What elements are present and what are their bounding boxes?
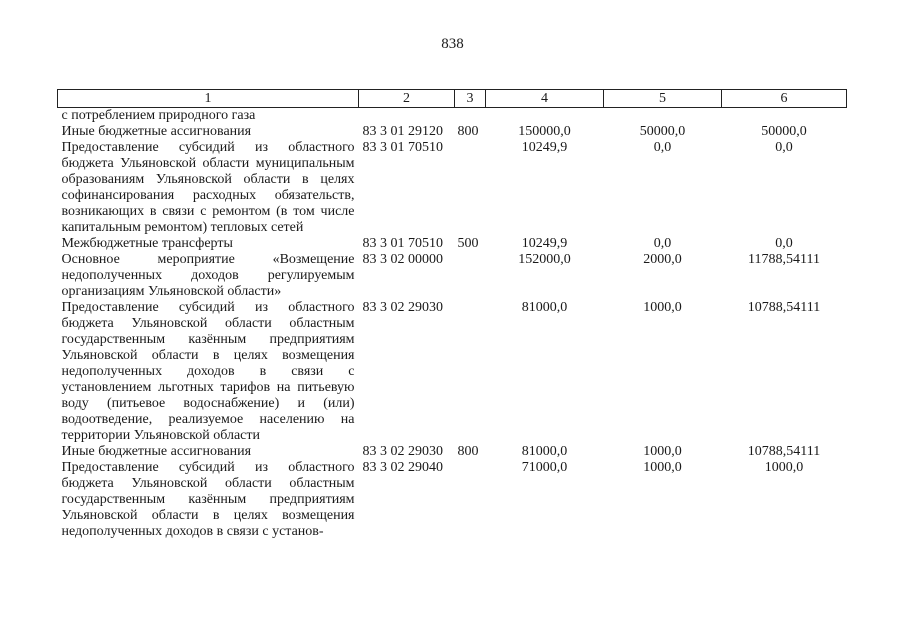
row-name: Предоставление субсидий из областного бюджета Ульяновской области муниципальным образованиям Ульяновской области в целях софинансирования расходных обязательств, возникающих в связи с ремонтом (в том числе капитальным ремонтом) тепловых сетей: [61, 140, 355, 235]
row-value-5: 1000,0: [643, 444, 682, 459]
row-expense-type: [455, 108, 486, 125]
table-row: [58, 300, 847, 444]
table-row: [58, 460, 847, 540]
page-number: 838: [441, 36, 464, 52]
row-code: 83 3 01 70510: [362, 140, 443, 155]
row-name: Иные бюджетные ассигнования: [61, 444, 252, 459]
row-value-6: [722, 108, 847, 125]
row-value-4: 81000,0: [521, 444, 568, 459]
row-value-4: 152000,0: [518, 252, 571, 267]
row-value-5: 1000,0: [643, 460, 682, 475]
column-header: 5: [604, 90, 722, 108]
table-row: [58, 444, 847, 460]
row-code: 83 3 02 29030: [362, 300, 443, 315]
row-name: с потреблением природного газа: [61, 108, 256, 123]
column-header: 3: [455, 90, 486, 108]
row-expense-type: 800: [457, 124, 479, 139]
row-expense-type: [455, 252, 486, 300]
row-name: Предоставление субсидий из областного бюджета Ульяновской области областным государственным казённым предприятиям Ульяновской области в целях возмещения недополученных доходов в связи с установ-: [61, 460, 355, 539]
row-value-6: 11788,54111: [748, 252, 820, 267]
row-name: Межбюджетные трансферты: [61, 236, 233, 251]
row-name: Предоставление субсидий из областного бюджета Ульяновской области областным государственным казённым предприятиям Ульяновской области в целях возмещения недополученных доходов в связи с установлением льготных тарифов на питьевую воду (питьевое водоснабжение) и (или) водоотведение, реализуемое населению на территории Ульяновской области: [61, 300, 355, 443]
column-header: 2: [359, 90, 455, 108]
row-code: 83 3 01 29120: [362, 124, 443, 139]
row-value-6: 10788,54111: [747, 444, 821, 459]
table-row: [58, 108, 847, 125]
row-expense-type: [455, 460, 486, 540]
row-expense-type: 800: [457, 444, 479, 459]
row-name: Иные бюджетные ассигнования: [61, 124, 252, 139]
row-value-6: 10788,54111: [747, 300, 821, 315]
row-value-4: 81000,0: [521, 300, 568, 315]
table-row: [58, 140, 847, 236]
budget-table: [57, 89, 847, 540]
row-value-5: 50000,0: [639, 124, 686, 139]
column-header: 6: [722, 90, 847, 108]
row-expense-type: [455, 300, 486, 444]
row-value-4: [486, 108, 604, 125]
row-expense-type: [455, 140, 486, 236]
row-value-4: 10249,9: [521, 140, 568, 155]
row-value-5: 0,0: [653, 140, 672, 155]
row-value-4: 150000,0: [518, 124, 571, 139]
row-value-6: 0,0: [775, 236, 793, 251]
row-expense-type: 500: [457, 236, 479, 251]
row-code: 83 3 02 29030: [362, 444, 443, 459]
row-code: [359, 108, 455, 125]
row-name: Основное мероприятие «Возмещение недополученных доходов регулируемым организациям Ульяновской области»: [61, 252, 355, 299]
row-code: 83 3 02 00000: [362, 252, 443, 267]
row-code: 83 3 02 29040: [362, 460, 443, 475]
column-header: 1: [58, 90, 359, 108]
table-row: [58, 124, 847, 140]
row-code: 83 3 01 70510: [362, 236, 443, 251]
row-value-6: 50000,0: [761, 124, 807, 139]
row-value-5: 1000,0: [643, 300, 682, 315]
row-value-5: [604, 108, 722, 125]
row-value-5: 0,0: [653, 236, 672, 251]
row-value-5: 2000,0: [643, 252, 682, 267]
column-header: 4: [486, 90, 604, 108]
row-value-6: 0,0: [775, 140, 793, 155]
table-row: [58, 236, 847, 252]
row-value-4: 71000,0: [521, 460, 568, 475]
table-row: [58, 252, 847, 300]
row-value-4: 10249,9: [521, 236, 568, 251]
row-value-6: 1000,0: [764, 460, 804, 475]
table-header-row: [58, 90, 847, 108]
